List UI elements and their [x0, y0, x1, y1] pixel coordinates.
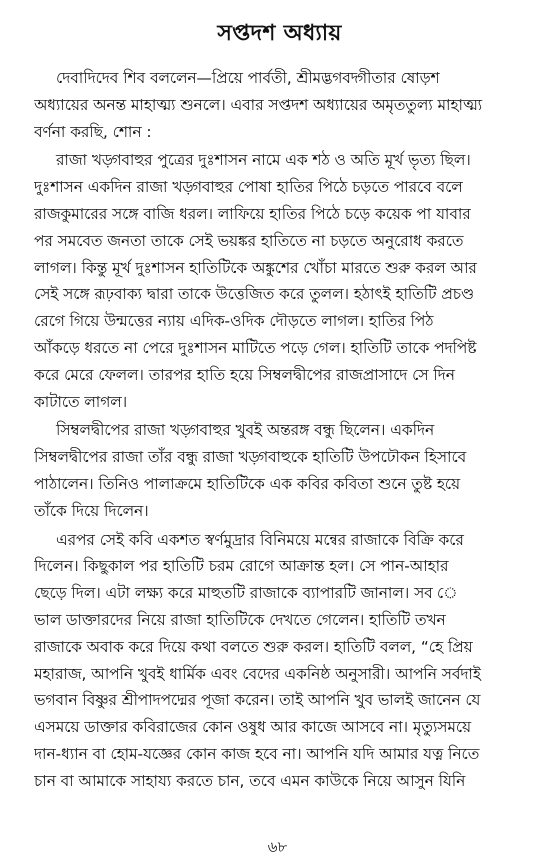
- paragraph-4: [34, 527, 525, 795]
- text-line: সিম্বলদ্বীপের রাজা তাঁর বন্ধু রাজা খড়্গবাহুকে হাতিটি উপঢৌকন হিসাবে: [34, 448, 467, 467]
- text-line: রাজাকে অবাক করে দিয়ে কথা বলতে শুরু করল। হাতিটি বলল, “হে প্রিয়: [34, 637, 473, 656]
- text-line: ছেড়ে দিল। এটা লক্ষ্য করে মাহুতটি রাজাকে ব্যাপারটি জানাল। সব ে: [34, 584, 458, 603]
- text-line: দান-ধ্যান বা হোম-যজ্ঞের কোন কাজ হবে না। আপনি যদি আমার যত্ন নিতে: [34, 744, 480, 763]
- text-line: এসময়ে ডাক্তার কবিরাজের কোন ওষুধ আর কাজে আসবে না। মৃত্যুসময়ে: [34, 718, 472, 737]
- text-line: পর সমবেত জনতা তাকে সেই ভয়ঙ্কর হাতিতে না চড়তে অনুরোধ করতে: [34, 231, 464, 250]
- chapter-title: সপ্তদশ অধ্যায়: [217, 21, 342, 46]
- paragraph-3: [34, 417, 525, 524]
- text-line: করে মেরে ফেলল। তারপর হাতি হয়ে সিম্বলদ্বীপের রাজপ্রাসাদে সে দিন: [34, 365, 455, 384]
- text-line: আঁকড়ে ধরতে না পেরে দুঃশাসন মাটিতে পড়ে গেল। হাতিটি তাকে পদপিষ্ট: [34, 338, 477, 357]
- text-line: বর্ণনা করছি, শোন :: [34, 122, 152, 141]
- text-line: রাজকুমারের সঙ্গে বাজি ধরল। লাফিয়ে হাতির পিঠে চড়ে কয়েক পা যাবার: [34, 204, 471, 223]
- text-line: সিম্বলদ্বীপের রাজা খড়্গবাহুর খুবই অন্তরঙ্গ বন্ধু ছিলেন। একদিন: [56, 421, 435, 440]
- text-line: রেগে গিয়ে উন্মত্তের ন্যায় এদিক-ওদিক দৌড়তে লাগল। হাতির পিঠ: [34, 312, 434, 331]
- text-line: চান বা আমাকে সাহায্য করতে চান, তবে এমন কাউকে নিয়ে আসুন যিনি: [34, 771, 466, 790]
- text-line: ভাল ডাক্তারদের নিয়ে রাজা হাতিটিকে দেখতে গেলেন। হাতিটি তখন: [34, 610, 446, 629]
- paragraph-2: [34, 147, 525, 415]
- paragraph-1: [34, 65, 525, 145]
- text-line: অধ্যায়ের অনন্ত মাহাত্ম্য শুনলে। এবার সপ্তদশ অধ্যায়ের অমৃততুল্য মাহাত্ম্য: [34, 95, 483, 114]
- text-line: সেই সঙ্গে রূঢ়বাক্য দ্বারা তাকে উত্তেজিত করে তুলল। হঠাৎই হাতিটি প্রচণ্ড: [34, 285, 474, 304]
- text-line: মহারাজ, আপনি খুবই ধার্মিক এবং বেদের একনিষ্ঠ অনুসারী। আপনি সর্বদাই: [34, 664, 481, 683]
- page-number: ৬৮: [267, 838, 288, 856]
- text-line: লাগল। কিন্তু মূর্খ দুঃশাসন হাতিটিকে অঙ্কুশের খোঁচা মারতে শুরু করল আর: [34, 258, 477, 277]
- text-line: ভগবান বিষ্ণুর শ্রীপাদপদ্মের পূজা করেন। তাই আপনি খুব ভালই জানেন যে: [34, 691, 481, 710]
- text-line: তাঁকে দিয়ে দিলেন।: [34, 501, 149, 520]
- text-line: এরপর সেই কবি একশত স্বর্ণমুদ্রার বিনিময়ে মন্বের রাজাকে বিক্রি করে: [56, 530, 464, 549]
- text-line: দিলেন। কিছুকাল পর হাতিটি চরম রোগে আক্রান্ত হল। সে পান-আহার: [34, 557, 449, 576]
- text-line: দুঃশাসন একদিন রাজা খড়্গবাহুর পোষা হাতির পিঠে চড়তে পারবে বলে: [34, 178, 463, 197]
- text-line: রাজা খড়্গবাহুর পুত্রের দুঃশাসন নামে এক শঠ ও অতি মূর্খ ভৃত্য ছিল।: [56, 151, 471, 170]
- text-line: পাঠালেন। তিনিও পালাক্রমে হাতিটিকে এক কবির কবিতা শুনে তুষ্ট হয়ে: [34, 474, 461, 493]
- text-line: দেবাদিদেব শিব বললেন—প্রিয়ে পার্বতী, শ্রীমদ্ভগবদ্গীতার ষোড়শ: [56, 69, 440, 87]
- text-line: কাটাতে লাগল।: [34, 392, 128, 411]
